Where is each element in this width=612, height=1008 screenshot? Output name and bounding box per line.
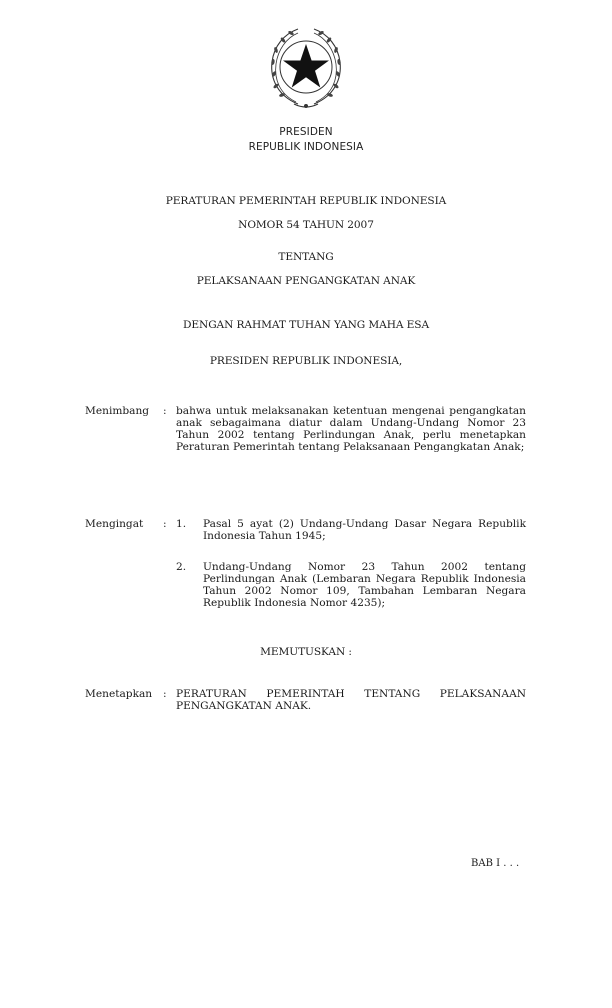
regulation-title: PERATURAN PEMERINTAH REPUBLIK INDONESIA bbox=[165, 195, 447, 207]
about-label: TENTANG bbox=[278, 251, 334, 263]
mengingat-item-2-text: Undang-Undang Nomor 23 Tahun 2002 tentang Perlindungan Anak (Lembaran Negara Republik Indonesia Tahun 2002 Nomor 109, Tambahan Lembaran Negara Republik Indonesia Nomor 4235); bbox=[203, 561, 526, 609]
mengingat-colon: : bbox=[163, 518, 167, 530]
mengingat-label: Mengingat bbox=[85, 518, 144, 530]
garuda-star-emblem-icon bbox=[268, 24, 344, 112]
menimbang-label: Menimbang bbox=[85, 405, 150, 417]
mengingat-item-1-number: 1. bbox=[176, 518, 187, 530]
page-continuation: BAB I . . . bbox=[471, 858, 520, 869]
menimbang-text: bahwa untuk melaksanakan ketentuan mengenai pengangkatan anak sebagaimana diatur dalam Undang-Undang Nomor 23 Tahun 2002 tentang Perlindungan Anak, perlu menetapkan Peraturan Pemerintah tentang Pelaksanaan Pengangkatan Anak; bbox=[176, 405, 526, 453]
decision-heading: MEMUTUSKAN : bbox=[260, 646, 352, 658]
mengingat-item-2-number: 2. bbox=[176, 561, 187, 573]
mengingat-item-1-text: Pasal 5 ayat (2) Undang-Undang Dasar Negara Republik Indonesia Tahun 1945; bbox=[203, 518, 526, 542]
institution-line-2: REPUBLIK INDONESIA bbox=[248, 141, 364, 153]
menetapkan-colon: : bbox=[163, 688, 167, 700]
menimbang-colon: : bbox=[163, 405, 167, 417]
menetapkan-section bbox=[85, 688, 526, 716]
mengingat-section bbox=[85, 518, 526, 546]
regulation-subject: PELAKSANAAN PENGANGKATAN ANAK bbox=[196, 275, 416, 287]
menetapkan-label: Menetapkan bbox=[85, 688, 153, 700]
invocation: DENGAN RAHMAT TUHAN YANG MAHA ESA bbox=[183, 319, 429, 331]
authority: PRESIDEN REPUBLIK INDONESIA, bbox=[209, 355, 403, 367]
mengingat-item-2 bbox=[85, 561, 526, 613]
menetapkan-text: PERATURAN PEMERINTAH TENTANG PELAKSANAAN PENGANGKATAN ANAK. bbox=[176, 688, 526, 712]
regulation-number: NOMOR 54 TAHUN 2007 bbox=[238, 219, 374, 231]
institution-line-1: PRESIDEN bbox=[279, 126, 333, 138]
menimbang-section bbox=[85, 405, 526, 469]
